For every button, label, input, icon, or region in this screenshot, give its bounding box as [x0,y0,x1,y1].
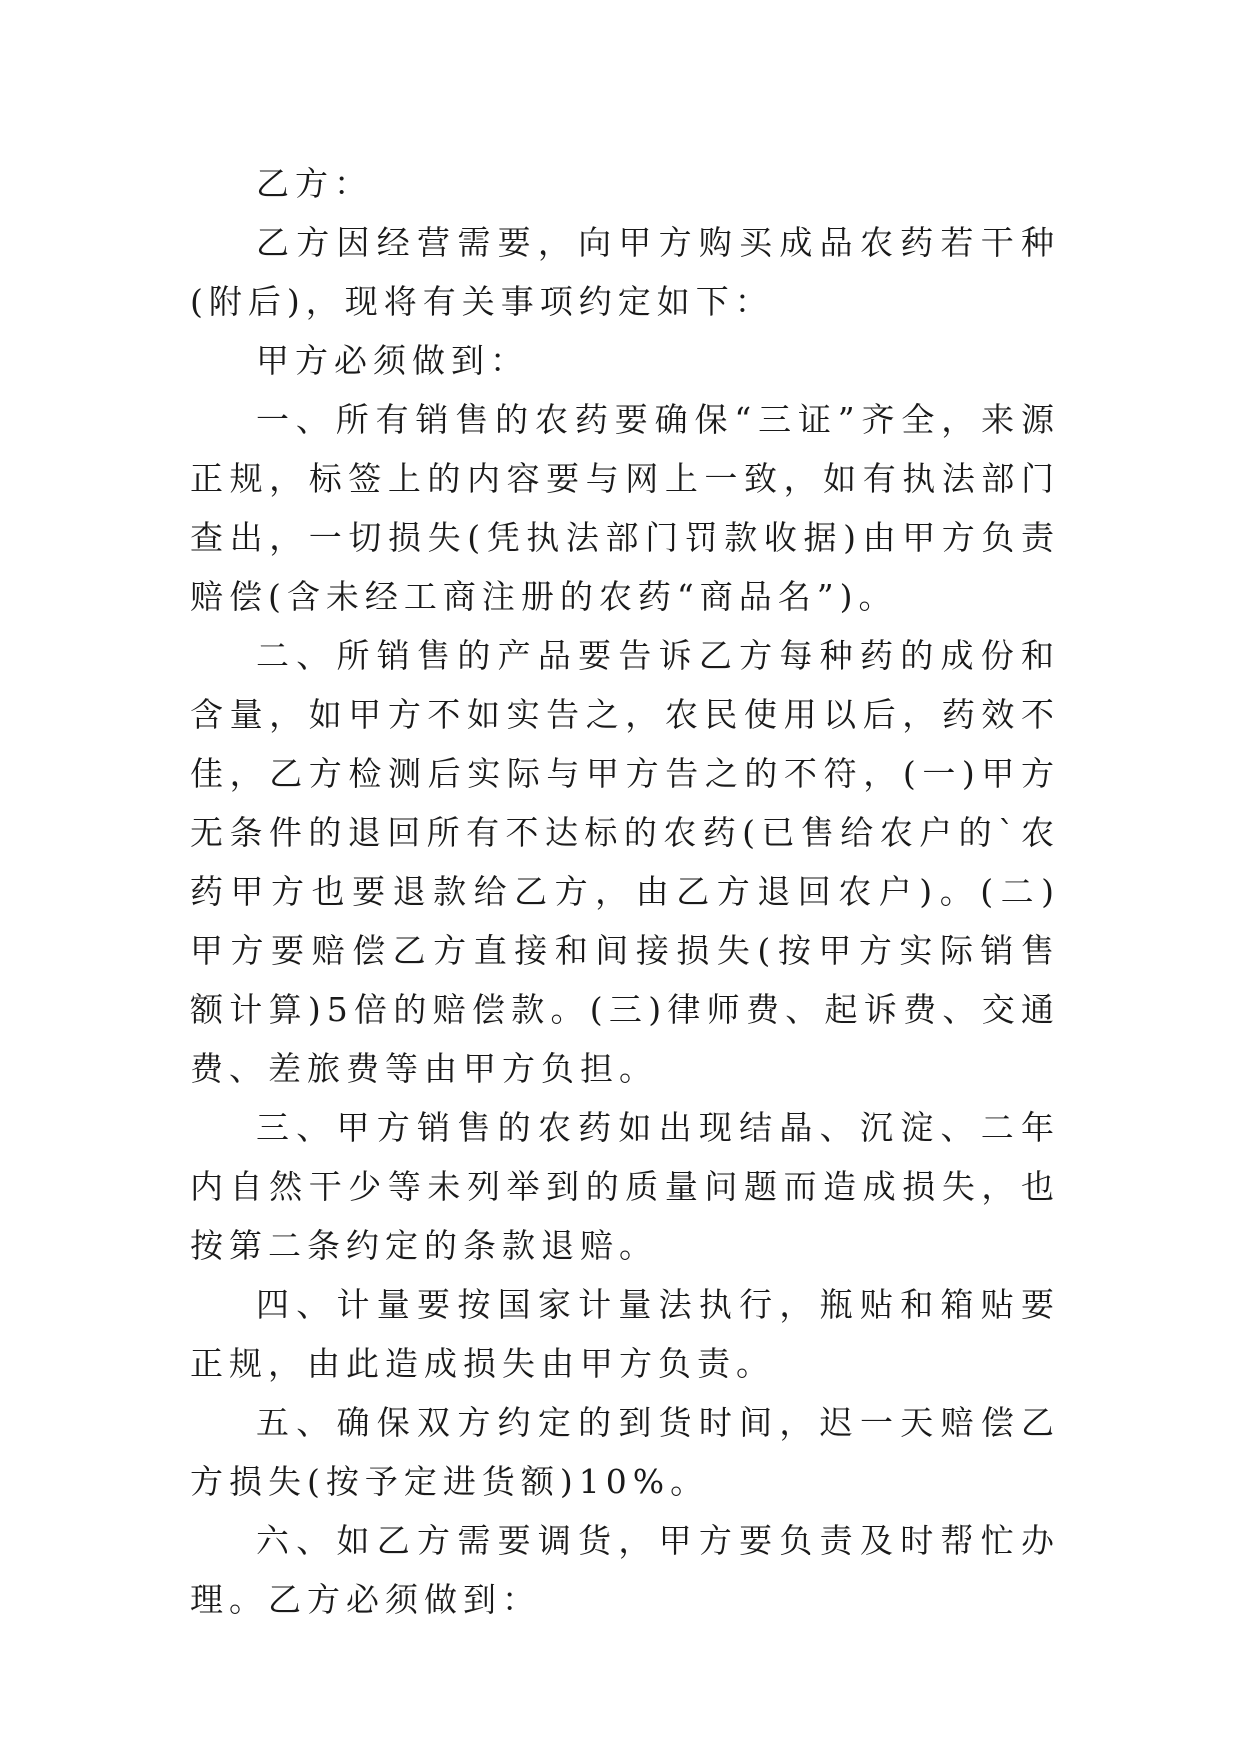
document-body [190,154,1060,1629]
paragraph-party-b: 乙方： [256,164,373,203]
paragraph-clause-2: 二、所销售的产品要告诉乙方每种药的成份和含量，如甲方不如实告之，农民使用以后，药效不佳，乙方检测后实际与甲方告之的不符，(一)甲方无条件的退回所有不达标的农药(已售给农户的`农药甲方也要退款给乙方，由乙方退回农户)。(二)甲方要赔偿乙方直接和间接损失(按甲方实际销售额计算)5倍的赔偿款。(三)律师费、起诉费、交通费、差旅费等由甲方负担。 [190,636,1060,1088]
paragraph-clause-6: 六、如乙方需要调货，甲方要负责及时帮忙办理。乙方必须做到： [190,1521,1060,1619]
paragraph-clause-5: 五、确保双方约定的到货时间，迟一天赔偿乙方损失(按予定进货额)10%。 [190,1403,1060,1501]
paragraph-intro: 乙方因经营需要，向甲方购买成品农药若干种(附后)，现将有关事项约定如下： [190,223,1060,321]
paragraph-clause-3: 三、甲方销售的农药如出现结晶、沉淀、二年内自然干少等未列举到的质量问题而造成损失，也按第二条约定的条款退赔。 [190,1108,1060,1265]
paragraph-clause-1: 一、所有销售的农药要确保“三证”齐全，来源正规，标签上的内容要与网上一致，如有执法部门查出，一切损失(凭执法部门罚款收据)由甲方负责赔偿(含未经工商注册的农药“商品名”)。 [190,400,1060,616]
paragraph-party-a-duties-heading: 甲方必须做到： [256,341,529,380]
paragraph-clause-4: 四、计量要按国家计量法执行，瓶贴和箱贴要正规，由此造成损失由甲方负责。 [190,1285,1060,1383]
